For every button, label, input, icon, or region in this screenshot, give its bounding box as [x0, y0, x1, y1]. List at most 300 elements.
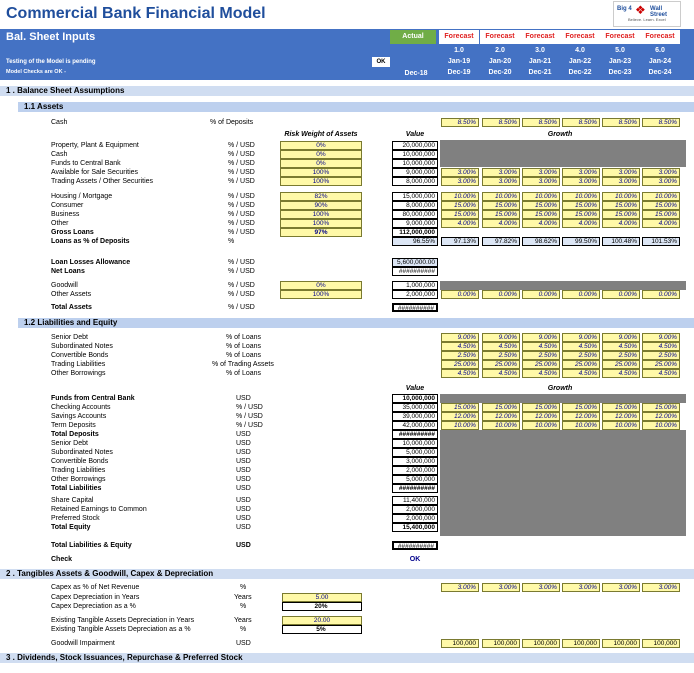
- value-cell: 15,400,000: [392, 523, 438, 532]
- liability-row-label: Subordinated Notes: [51, 449, 113, 456]
- liability-pct-cell[interactable]: 4.50%: [441, 342, 479, 351]
- value-cell: 2,000,000: [392, 505, 438, 514]
- loan-growth-cell[interactable]: 4.00%: [562, 219, 600, 228]
- capex-pct-cell[interactable]: 3.00%: [482, 583, 520, 592]
- liability-row-label: Savings Accounts: [51, 413, 107, 420]
- unit-label: % / USD: [236, 404, 263, 411]
- grey-block: [440, 281, 686, 290]
- unit-label: % / USD: [228, 160, 255, 167]
- liability-row-label: Convertible Bonds: [51, 458, 109, 465]
- loan-growth-cell[interactable]: 10.00%: [482, 192, 520, 201]
- asset-growth-cell[interactable]: 3.00%: [441, 177, 479, 186]
- value-cell: 10,000,000: [392, 394, 438, 403]
- exist-dep-years-input[interactable]: 20.00: [282, 616, 362, 625]
- liability-pct-cell[interactable]: 4.50%: [522, 342, 560, 351]
- unit-label: % / USD: [228, 268, 255, 275]
- liability-growth-cell[interactable]: 15.00%: [482, 403, 520, 412]
- asset-row-label: Funds to Central Bank: [51, 160, 121, 167]
- liability-pct-label: Other Borrowings: [51, 370, 106, 377]
- period-number: 6.0: [655, 47, 665, 54]
- liability-pct-cell[interactable]: 2.50%: [602, 351, 640, 360]
- period-start: Jan-20: [488, 58, 512, 65]
- value-cell: 8,000,000: [392, 201, 438, 210]
- unit-label: % of Loans: [226, 370, 262, 377]
- unit-label: USD: [236, 640, 251, 647]
- value-cell: 5,000,000: [392, 448, 438, 457]
- period-start: Jan-19: [447, 58, 471, 65]
- period-end: Dec-22: [568, 69, 592, 76]
- net-loans-label: Net Loans: [51, 268, 85, 275]
- liability-row-label: Trading Liabilities: [51, 467, 106, 474]
- liability-growth-cell[interactable]: 15.00%: [642, 403, 680, 412]
- liability-pct-cell[interactable]: 9.00%: [562, 333, 600, 342]
- unit-label: % / USD: [228, 178, 255, 185]
- loan-growth-cell[interactable]: 15.00%: [522, 201, 560, 210]
- unit-label: % / USD: [228, 259, 255, 266]
- risk-weight-input[interactable]: 100%: [280, 177, 362, 186]
- liability-row-label: Other Borrowings: [51, 476, 106, 483]
- liability-growth-cell[interactable]: 12.00%: [482, 412, 520, 421]
- unit-label: % / USD: [228, 282, 255, 289]
- value-cell: ##########: [392, 303, 438, 312]
- value-cell: 10,000,000: [392, 159, 438, 168]
- liability-pct-cell[interactable]: 4.50%: [602, 342, 640, 351]
- loan-growth-cell[interactable]: 15.00%: [602, 210, 640, 219]
- loan-row-label: Other: [51, 220, 69, 227]
- unit-label: %: [228, 238, 235, 245]
- risk-weight-input[interactable]: 82%: [280, 192, 362, 201]
- asset-growth-cell[interactable]: 3.00%: [482, 177, 520, 186]
- total-le-label: Total Liabilities & Equity: [51, 542, 132, 549]
- unit-label: USD: [236, 449, 251, 456]
- forecast-label: Forecast: [640, 30, 680, 44]
- other-assets-growth-cell[interactable]: 0.00%: [522, 290, 560, 299]
- exist-dep-years-label: Existing Tangible Assets Depreciation in Years: [51, 617, 195, 624]
- loans-pct-cell: 97.82%: [482, 237, 520, 246]
- capex-pct-cell[interactable]: 3.00%: [522, 583, 560, 592]
- liability-row-label: Total Liabilities: [51, 485, 102, 492]
- cash-pct-cell[interactable]: 8.50%: [441, 118, 479, 127]
- loan-growth-cell[interactable]: 10.00%: [642, 192, 680, 201]
- value-cell: 2,000,000: [392, 514, 438, 523]
- period-end: Dec-19: [447, 69, 471, 76]
- value-cell: 5,600,000.00: [392, 258, 438, 267]
- value-cell: 39,000,000: [392, 412, 438, 421]
- capex-pct-cell[interactable]: 3.00%: [602, 583, 640, 592]
- unit-label: USD: [236, 524, 251, 531]
- loan-growth-cell[interactable]: 10.00%: [602, 192, 640, 201]
- period-number: 4.0: [575, 47, 585, 54]
- unit-label: %: [240, 603, 247, 610]
- loan-growth-cell[interactable]: 15.00%: [441, 201, 479, 210]
- liability-pct-cell[interactable]: 9.00%: [642, 333, 680, 342]
- other-assets-growth-cell[interactable]: 0.00%: [602, 290, 640, 299]
- liability-growth-cell[interactable]: 15.00%: [441, 403, 479, 412]
- liability-row-label: Funds from Central Bank: [51, 395, 135, 402]
- unit-label: USD: [236, 485, 251, 492]
- title-bar: [0, 0, 694, 29]
- goodwill-imp-input[interactable]: 100,000: [642, 639, 680, 648]
- grey-block: [440, 430, 686, 500]
- value-cell: 20,000,000: [392, 141, 438, 150]
- unit-label: %: [240, 584, 247, 591]
- equity-row-label: Preferred Stock: [51, 515, 100, 522]
- loans-pct-cell: 98.62%: [522, 237, 560, 246]
- unit-label: % of Deposits: [210, 119, 254, 126]
- value-cell: 15,000,000: [392, 192, 438, 201]
- unit-label: % / USD: [228, 211, 255, 218]
- liability-pct-cell[interactable]: 25.00%: [482, 360, 520, 369]
- liability-pct-cell[interactable]: 4.50%: [562, 369, 600, 378]
- cash-pct-cell[interactable]: 8.50%: [522, 118, 560, 127]
- equity-row-label: Retained Earnings to Common: [51, 506, 147, 513]
- asset-growth-cell[interactable]: 3.00%: [482, 168, 520, 177]
- value-cell: 3,000,000: [392, 457, 438, 466]
- sheet-title: Bal. Sheet Inputs: [6, 31, 96, 43]
- section-balance-sheet: 1 . Balance Sheet Assumptions: [0, 86, 694, 96]
- value-cell: 80,000,000: [392, 210, 438, 219]
- liability-pct-cell[interactable]: 9.00%: [441, 333, 479, 342]
- value-cell: 11,400,000: [392, 496, 438, 505]
- period-start: Jan-23: [608, 58, 632, 65]
- risk-weight-input[interactable]: 90%: [280, 201, 362, 210]
- asset-growth-cell[interactable]: 3.00%: [522, 177, 560, 186]
- goodwill-imp-input[interactable]: 100,000: [562, 639, 600, 648]
- liability-pct-cell[interactable]: 9.00%: [602, 333, 640, 342]
- section-tangibles: 2 . Tangibles Assets & Goodwill, Capex & Depreciation: [0, 569, 694, 579]
- ok-check-cell[interactable]: OK: [372, 57, 390, 67]
- forecast-label: Forecast: [560, 30, 600, 44]
- status-checks: Model Checks are OK -: [6, 69, 66, 75]
- forecast-label: Forecast: [480, 30, 520, 44]
- liability-pct-label: Trading Liabilities: [51, 361, 106, 368]
- loan-growth-cell[interactable]: 4.00%: [602, 219, 640, 228]
- value-cell: 8,000,000: [392, 177, 438, 186]
- unit-label: % / USD: [236, 422, 263, 429]
- unit-label: Years: [234, 617, 252, 624]
- loan-growth-cell[interactable]: 15.00%: [642, 201, 680, 210]
- value-cell: 2,000,000: [392, 290, 438, 299]
- risk-weight-input[interactable]: 0%: [280, 281, 362, 290]
- liability-pct-label: Senior Debt: [51, 334, 88, 341]
- cash-pct-cell[interactable]: 8.50%: [602, 118, 640, 127]
- liability-pct-cell[interactable]: 9.00%: [482, 333, 520, 342]
- asset-row-label: Cash: [51, 151, 68, 158]
- unit-label: % / USD: [228, 229, 255, 236]
- liability-growth-cell[interactable]: 10.00%: [482, 421, 520, 430]
- period-end: Dec-23: [608, 69, 632, 76]
- goodwill-imp-input[interactable]: 100,000: [602, 639, 640, 648]
- loan-growth-cell[interactable]: 15.00%: [441, 210, 479, 219]
- liability-row-label: Term Deposits: [51, 422, 96, 429]
- value-cell: 10,000,000: [392, 150, 438, 159]
- goodwill-imp-input[interactable]: 100,000: [522, 639, 560, 648]
- liability-growth-cell[interactable]: 12.00%: [441, 412, 479, 421]
- liability-pct-cell[interactable]: 2.50%: [642, 351, 680, 360]
- liability-growth-cell[interactable]: 15.00%: [522, 403, 560, 412]
- liability-growth-cell[interactable]: 15.00%: [562, 403, 600, 412]
- capex-dep-pct-label: Capex Depreciation as a %: [51, 603, 136, 610]
- loans-pct-cell: 97.13%: [441, 237, 479, 246]
- value-cell: ##########: [392, 267, 438, 276]
- total-assets-label: Total Assets: [51, 304, 92, 311]
- other-assets-growth-cell[interactable]: 0.00%: [562, 290, 600, 299]
- grey-block: [440, 140, 686, 167]
- liability-pct-cell[interactable]: 4.50%: [642, 369, 680, 378]
- liability-pct-cell[interactable]: 25.00%: [602, 360, 640, 369]
- logo: [613, 1, 681, 27]
- gross-loans-label: Gross Loans: [51, 229, 94, 236]
- unit-label: USD: [236, 476, 251, 483]
- forecast-label: Forecast: [439, 30, 479, 44]
- liability-pct-cell[interactable]: 25.00%: [522, 360, 560, 369]
- unit-label: % of Loans: [226, 352, 262, 359]
- asset-growth-cell[interactable]: 3.00%: [642, 177, 680, 186]
- logo-subtitle: Believe. Learn. Excel: [628, 17, 666, 22]
- loan-growth-cell[interactable]: 15.00%: [522, 210, 560, 219]
- asset-growth-cell[interactable]: 3.00%: [562, 168, 600, 177]
- loans-pct-cell: 99.50%: [562, 237, 600, 246]
- liability-pct-cell[interactable]: 2.50%: [482, 351, 520, 360]
- liability-pct-cell[interactable]: 25.00%: [441, 360, 479, 369]
- asset-growth-cell[interactable]: 3.00%: [522, 168, 560, 177]
- liability-pct-cell[interactable]: 4.50%: [562, 342, 600, 351]
- liability-pct-cell[interactable]: 4.50%: [522, 369, 560, 378]
- check-label: Check: [51, 556, 73, 563]
- goodwill-imp-input[interactable]: 100,000: [482, 639, 520, 648]
- liability-growth-cell[interactable]: 10.00%: [441, 421, 479, 430]
- other-assets-label: Other Assets: [51, 291, 92, 298]
- loan-row-label: Business: [51, 211, 80, 218]
- loan-growth-cell[interactable]: 15.00%: [482, 201, 520, 210]
- period-start: Jan-24: [648, 58, 672, 65]
- unit-label: USD: [236, 440, 251, 447]
- loan-row-label: Housing / Mortgage: [51, 193, 113, 200]
- unit-label: Years: [234, 594, 252, 601]
- value-cell: 1,000,000: [392, 281, 438, 290]
- liability-row-label: Checking Accounts: [51, 404, 111, 411]
- forecast-label: Forecast: [520, 30, 560, 44]
- liability-growth-cell[interactable]: 12.00%: [602, 412, 640, 421]
- liability-pct-cell[interactable]: 2.50%: [441, 351, 479, 360]
- loan-growth-cell[interactable]: 15.00%: [482, 210, 520, 219]
- period-number: 5.0: [615, 47, 625, 54]
- unit-label: USD: [236, 497, 251, 504]
- capex-dep-years-label: Capex Depreciation in Years: [51, 594, 140, 601]
- period-end: Dec-21: [528, 69, 552, 76]
- actual-date: Dec-18: [404, 70, 428, 77]
- value-cell: 9,000,000: [392, 168, 438, 177]
- liability-pct-cell[interactable]: 4.50%: [441, 369, 479, 378]
- asset-growth-cell[interactable]: 3.00%: [602, 177, 640, 186]
- liability-growth-cell[interactable]: 12.00%: [562, 412, 600, 421]
- liability-pct-cell[interactable]: 25.00%: [562, 360, 600, 369]
- forecast-label: Forecast: [600, 30, 640, 44]
- unit-label: % / USD: [228, 220, 255, 227]
- liability-growth-cell[interactable]: 15.00%: [602, 403, 640, 412]
- model-title: Commercial Bank Financial Model: [6, 5, 266, 22]
- loans-pct-cell: 100.48%: [602, 237, 640, 246]
- capex-pct-cell[interactable]: 3.00%: [441, 583, 479, 592]
- status-pending: Testing of the Model is pending: [6, 59, 96, 65]
- loan-growth-cell[interactable]: 15.00%: [562, 210, 600, 219]
- capex-pct-cell[interactable]: 3.00%: [642, 583, 680, 592]
- capex-pct-label: Capex as % of Net Revenue: [51, 584, 140, 591]
- capex-dep-pct-value: 20%: [282, 602, 362, 611]
- liability-pct-cell[interactable]: 4.50%: [482, 342, 520, 351]
- value-header: Value: [405, 131, 425, 138]
- loan-loss-label: Loan Losses Allowance: [51, 259, 131, 266]
- period-number: 2.0: [495, 47, 505, 54]
- other-assets-growth-cell[interactable]: 0.00%: [642, 290, 680, 299]
- value-cell: 9,000,000: [392, 219, 438, 228]
- period-number: 3.0: [535, 47, 545, 54]
- loans-pct-cell: 101.53%: [642, 237, 680, 246]
- exist-dep-pct-label: Existing Tangible Assets Depreciation as a %: [51, 626, 191, 633]
- asset-growth-cell[interactable]: 3.00%: [642, 168, 680, 177]
- cash-pct-cell[interactable]: 8.50%: [482, 118, 520, 127]
- liability-growth-cell[interactable]: 10.00%: [602, 421, 640, 430]
- unit-label: % of Loans: [226, 343, 262, 350]
- unit-label: USD: [236, 431, 251, 438]
- logo-text-left: Big 4: [617, 6, 632, 12]
- section-dividends: 3 . Dividends, Stock Issuances, Repurchase & Preferred Stock: [0, 653, 694, 663]
- loan-growth-cell[interactable]: 4.00%: [522, 219, 560, 228]
- liability-pct-cell[interactable]: 2.50%: [522, 351, 560, 360]
- asset-row-label: Available for Sale Securities: [51, 169, 139, 176]
- value-cell: 10,000,000: [392, 439, 438, 448]
- value-cell: 2,000,000: [392, 466, 438, 475]
- liability-pct-label: Convertible Bonds: [51, 352, 109, 359]
- actual-label: Actual: [390, 30, 436, 44]
- equity-row-label: Total Equity: [51, 524, 91, 531]
- eagle-icon: ❖: [635, 3, 646, 17]
- loan-row-label: Consumer: [51, 202, 84, 209]
- loan-growth-cell[interactable]: 10.00%: [441, 192, 479, 201]
- value-cell: 42,000,000: [392, 421, 438, 430]
- liability-growth-cell[interactable]: 12.00%: [642, 412, 680, 421]
- cash-label: Cash: [51, 119, 68, 126]
- loan-growth-cell[interactable]: 4.00%: [642, 219, 680, 228]
- subsection-liabilities: 1.2 Liabilities and Equity: [18, 318, 694, 328]
- goodwill-label: Goodwill: [51, 282, 78, 289]
- other-assets-growth-cell[interactable]: 0.00%: [482, 290, 520, 299]
- liability-growth-cell[interactable]: 12.00%: [522, 412, 560, 421]
- goodwill-imp-input[interactable]: 100,000: [441, 639, 479, 648]
- asset-row-label: Property, Plant & Equipment: [51, 142, 139, 149]
- risk-weight-input[interactable]: 0%: [280, 141, 362, 150]
- value-cell: ##########: [392, 430, 438, 439]
- liability-pct-label: Subordinated Notes: [51, 343, 113, 350]
- liability-growth-cell[interactable]: 10.00%: [522, 421, 560, 430]
- period-end: Dec-20: [488, 69, 512, 76]
- asset-growth-cell[interactable]: 3.00%: [562, 177, 600, 186]
- risk-weight-input[interactable]: 0%: [280, 150, 362, 159]
- asset-row-label: Trading Assets / Other Securities: [51, 178, 154, 185]
- loan-growth-cell[interactable]: 4.00%: [482, 219, 520, 228]
- unit-label: USD: [236, 506, 251, 513]
- unit-label: %: [240, 626, 247, 633]
- unit-label: USD: [236, 542, 251, 549]
- equity-row-label: Share Capital: [51, 497, 94, 504]
- loan-growth-cell[interactable]: 15.00%: [642, 210, 680, 219]
- risk-weight-input[interactable]: 100%: [280, 219, 362, 228]
- unit-label: % / USD: [228, 151, 255, 158]
- subsection-assets: 1.1 Assets: [18, 102, 694, 112]
- risk-weight-input[interactable]: 0%: [280, 159, 362, 168]
- liability-pct-cell[interactable]: 25.00%: [642, 360, 680, 369]
- risk-weight-input[interactable]: 100%: [280, 168, 362, 177]
- liability-pct-cell[interactable]: 2.50%: [562, 351, 600, 360]
- unit-label: USD: [236, 467, 251, 474]
- unit-label: % / USD: [228, 142, 255, 149]
- liability-pct-cell[interactable]: 9.00%: [522, 333, 560, 342]
- unit-label: % / USD: [228, 169, 255, 176]
- cash-pct-cell[interactable]: 8.50%: [642, 118, 680, 127]
- loan-growth-cell[interactable]: 4.00%: [441, 219, 479, 228]
- cash-pct-cell[interactable]: 8.50%: [562, 118, 600, 127]
- liability-growth-cell[interactable]: 10.00%: [642, 421, 680, 430]
- unit-label: % of Loans: [226, 334, 262, 341]
- goodwill-imp-label: Goodwill Impairment: [51, 640, 115, 647]
- unit-label: % / USD: [236, 413, 263, 420]
- capex-dep-years-input[interactable]: 5.00: [282, 593, 362, 602]
- period-number: 1.0: [454, 47, 464, 54]
- value-cell: 35,000,000: [392, 403, 438, 412]
- risk-weight-header: Risk Weight of Assets: [284, 131, 358, 138]
- loan-growth-cell[interactable]: 10.00%: [522, 192, 560, 201]
- period-start: Jan-22: [568, 58, 592, 65]
- logo-text-right: Wall Street: [650, 6, 668, 18]
- liability-row-label: Total Deposits: [51, 431, 99, 438]
- unit-label: % of Trading Assets: [212, 361, 274, 368]
- unit-label: USD: [236, 395, 251, 402]
- capex-pct-cell[interactable]: 3.00%: [562, 583, 600, 592]
- value-cell: 112,000,000: [392, 228, 438, 237]
- liability-pct-cell[interactable]: 4.50%: [482, 369, 520, 378]
- unit-label: % / USD: [228, 202, 255, 209]
- liability-pct-cell[interactable]: 4.50%: [642, 342, 680, 351]
- value-cell: ##########: [392, 541, 438, 550]
- other-assets-growth-cell[interactable]: 0.00%: [441, 290, 479, 299]
- value-cell: ##########: [392, 484, 438, 493]
- value-header: Value: [405, 385, 425, 392]
- grey-block: [440, 394, 686, 403]
- exist-dep-pct-value: 5%: [282, 625, 362, 634]
- unit-label: USD: [236, 458, 251, 465]
- unit-label: % / USD: [228, 193, 255, 200]
- growth-header: Growth: [547, 385, 573, 392]
- loan-growth-cell[interactable]: 15.00%: [562, 201, 600, 210]
- asset-growth-cell[interactable]: 3.00%: [441, 168, 479, 177]
- liability-pct-cell[interactable]: 4.50%: [602, 369, 640, 378]
- period-end: Dec-24: [648, 69, 672, 76]
- risk-weight-input[interactable]: 100%: [280, 210, 362, 219]
- check-status: OK: [409, 556, 421, 563]
- value-cell: 5,000,000: [392, 475, 438, 484]
- value-cell: 96.55%: [392, 237, 438, 246]
- asset-growth-cell[interactable]: 3.00%: [602, 168, 640, 177]
- loan-growth-cell[interactable]: 10.00%: [562, 192, 600, 201]
- unit-label: % / USD: [228, 304, 255, 311]
- unit-label: USD: [236, 515, 251, 522]
- risk-weight-input[interactable]: 97%: [280, 228, 362, 237]
- risk-weight-input[interactable]: 100%: [280, 290, 362, 299]
- grey-block: [440, 500, 686, 536]
- loan-growth-cell[interactable]: 15.00%: [602, 201, 640, 210]
- unit-label: % / USD: [228, 291, 255, 298]
- liability-growth-cell[interactable]: 10.00%: [562, 421, 600, 430]
